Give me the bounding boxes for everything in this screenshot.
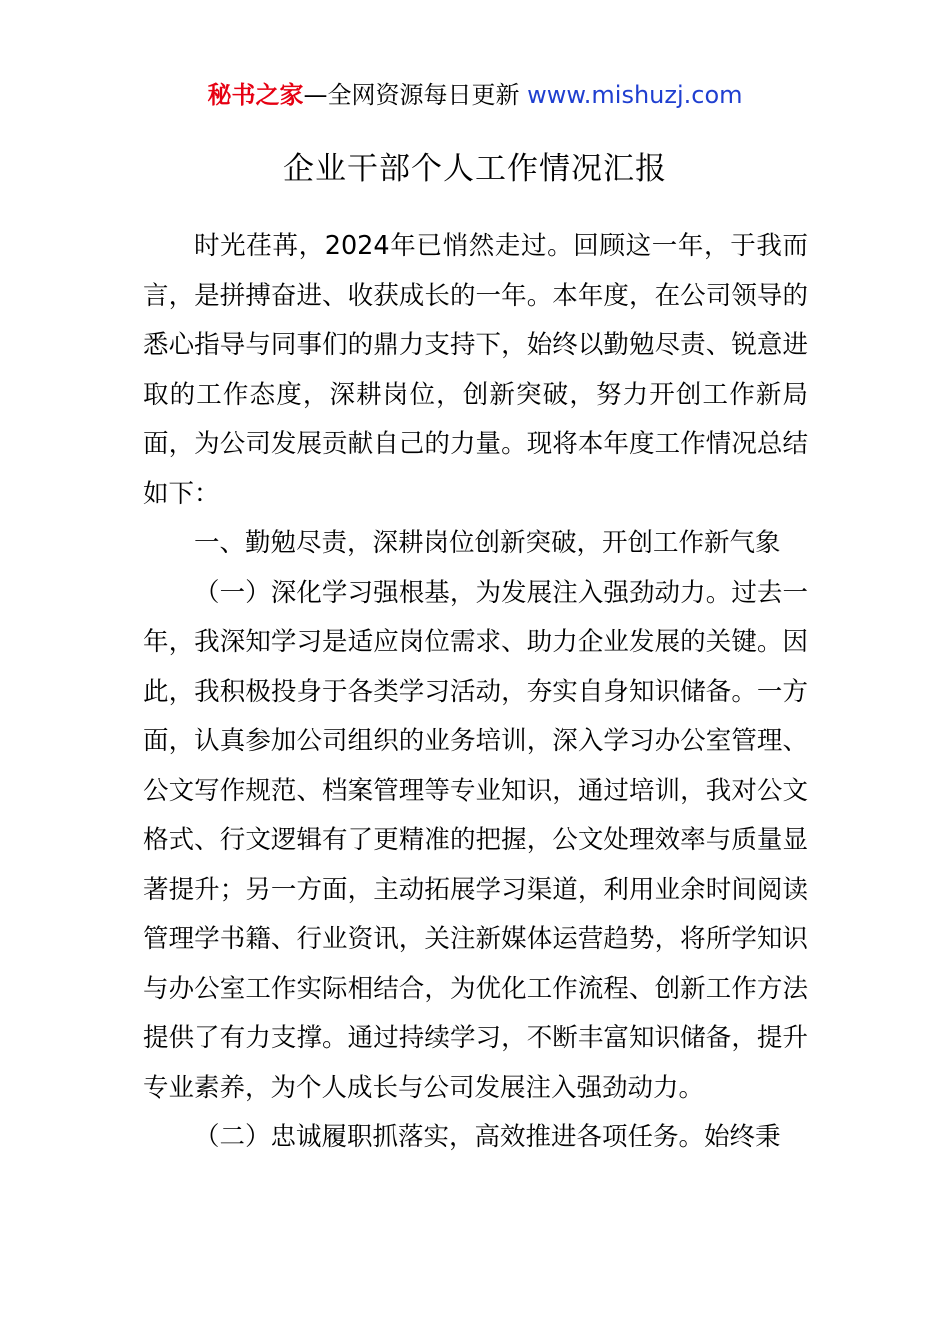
section-heading-1: 一、勤勉尽责，深耕岗位创新突破，开创工作新气象 [194, 528, 781, 558]
document-body [143, 222, 808, 1163]
intro-paragraph: 时光荏苒，2024年已悄然走过。回顾这一年，于我而言，是拼搏奋进、收获成长的一年。本年度，在公司领导的悉心指导与同事们的鼎力支持下，始终以勤勉尽责、锐意进取的工作态度，深耕岗位，创新突破，努力开创工作新局面，为公司发展贡献自己的力量。现将本年度工作情况总结如下： [143, 231, 808, 509]
site-header [0, 78, 950, 112]
brand-name: 秘书之家 [207, 81, 304, 109]
document-title: 企业干部个人工作情况汇报 [283, 150, 667, 187]
site-url-link[interactable]: www.mishuzj.com [527, 81, 743, 109]
site-tagline: —全网资源每日更新 [303, 81, 520, 109]
subsection-paragraph-1: （一）深化学习强根基，为发展注入强劲动力。过去一年，我深知学习是适应岗位需求、助力企业发展的关键。因此，我积极投身于各类学习活动，夯实自身知识储备。一方面，认真参加公司组织的业务培训，深入学习办公室管理、公文写作规范、档案管理等专业知识，通过培训，我对公文格式、行文逻辑有了更精准的把握，公文处理效率与质量显著提升；另一方面，主动拓展学习渠道，利用业余时间阅读管理学书籍、行业资讯，关注新媒体运营趋势，将所学知识与办公室工作实际相结合，为优化工作流程、创新工作方法提供了有力支撑。通过持续学习，不断丰富知识储备，提升专业素养，为个人成长与公司发展注入强劲动力。 [143, 577, 808, 1103]
subsection-paragraph-2: （二）忠诚履职抓落实，高效推进各项任务。始终秉 [194, 1122, 781, 1152]
